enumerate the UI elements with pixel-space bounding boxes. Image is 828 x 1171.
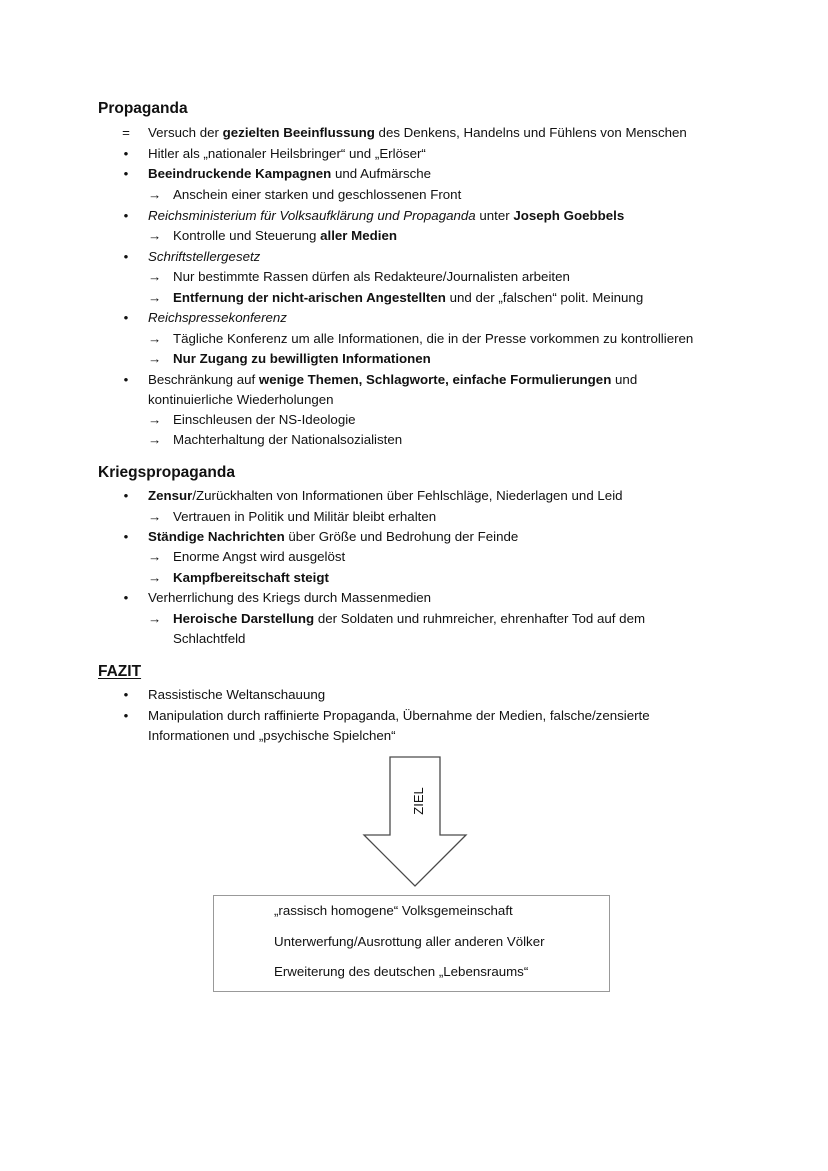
- bullet-weltanschauung: Rassistische Weltanschauung: [148, 687, 326, 702]
- arrow-right-icon: →: [148, 290, 162, 305]
- arrow-right-icon: →: [148, 187, 162, 202]
- bullet-beschraenkung-cont: kontinuierliche Wiederholungen: [148, 392, 334, 407]
- bullet-icon: •: [123, 488, 129, 503]
- propaganda-definition: Versuch der gezielten Beeinflussung des Denkens, Handelns und Fühlens von Menschen: [148, 125, 687, 140]
- sub-kampfbereitschaft: Kampfbereitschaft steigt: [173, 570, 329, 585]
- bullet-manipulation: Manipulation durch raffinierte Propaganda, Übernahme der Medien, falsche/zensierte: [148, 708, 650, 723]
- bullet-reichspressekonferenz: Reichspressekonferenz: [148, 310, 287, 325]
- heading-propaganda: Propaganda: [98, 100, 188, 117]
- goal-lebensraum: Erweiterung des deutschen „Lebensraums“: [274, 964, 529, 979]
- bullet-zensur: Zensur/Zurückhalten von Informationen über Fehlschläge, Niederlagen und Leid: [148, 488, 623, 503]
- bullet-icon: •: [123, 249, 129, 264]
- heading-kriegspropaganda: Kriegspropaganda: [98, 464, 235, 481]
- sub-heroisch: Heroische Darstellung der Soldaten und ruhmreicher, ehrenhafter Tod auf dem: [173, 611, 646, 626]
- equals-mark: =: [122, 125, 130, 140]
- arrow-right-icon: →: [148, 331, 162, 346]
- bullet-nachrichten: Ständige Nachrichten über Größe und Bedrohung der Feinde: [148, 529, 519, 544]
- sub-ideologie: Einschleusen der NS-Ideologie: [173, 412, 356, 427]
- sub-angst: Enorme Angst wird ausgelöst: [173, 549, 346, 564]
- goal-box: [213, 895, 610, 992]
- bullet-beschraenkung: Beschränkung auf wenige Themen, Schlagworte, einfache Formulierungen und: [148, 372, 638, 387]
- goal-volksgemeinschaft: „rassisch homogene“ Volksgemeinschaft: [274, 903, 513, 918]
- bullet-kampagnen: Beeindruckende Kampagnen und Aufmärsche: [148, 166, 432, 181]
- sub-zugang: Nur Zugang zu bewilligten Informationen: [173, 351, 431, 366]
- arrow-right-icon: →: [148, 611, 162, 626]
- sub-konferenz: Tägliche Konferenz um alle Informationen, die in der Presse vorkommen zu kontrollieren: [173, 331, 694, 346]
- bullet-icon: •: [123, 372, 129, 387]
- bullet-icon: •: [123, 529, 129, 544]
- heading-fazit: FAZIT: [98, 663, 142, 680]
- bullet-icon: •: [123, 146, 129, 161]
- bullet-icon: •: [123, 590, 129, 605]
- bullet-schriftstellergesetz: Schriftstellergesetz: [148, 249, 261, 264]
- bullet-icon: •: [123, 166, 129, 181]
- sub-entfernung: Entfernung der nicht-arischen Angestellten und der „falschen“ polit. Meinung: [173, 290, 644, 305]
- bullet-manipulation-cont: Informationen und „psychische Spielchen“: [148, 728, 396, 743]
- sub-front: Anschein einer starken und geschlossenen Front: [173, 187, 462, 202]
- arrow-right-icon: →: [148, 351, 162, 366]
- arrow-right-icon: →: [148, 570, 162, 585]
- sub-machterhaltung: Machterhaltung der Nationalsozialisten: [173, 432, 403, 447]
- sub-heroisch-cont: Schlachtfeld: [173, 631, 246, 646]
- bullet-icon: •: [123, 708, 129, 723]
- bullet-icon: •: [123, 208, 129, 223]
- arrow-right-icon: →: [148, 432, 162, 447]
- bullet-reichsministerium: Reichsministerium für Volksaufklärung und Propaganda unter Joseph Goebbels: [148, 208, 625, 223]
- bullet-icon: •: [123, 310, 129, 325]
- down-arrow-icon: [360, 755, 470, 891]
- sub-vertrauen: Vertrauen in Politik und Militär bleibt erhalten: [173, 509, 437, 524]
- arrow-right-icon: →: [148, 509, 162, 524]
- arrow-right-icon: →: [148, 412, 162, 427]
- bullet-hitler: Hitler als „nationaler Heilsbringer“ und „Erlöser“: [148, 146, 426, 161]
- bullet-icon: •: [123, 687, 129, 702]
- ziel-label: ZIEL: [411, 787, 426, 815]
- sub-medien: Kontrolle und Steuerung aller Medien: [173, 228, 397, 243]
- bullet-verherrlichung: Verherrlichung des Kriegs durch Massenmedien: [148, 590, 432, 605]
- goal-unterwerfung: Unterwerfung/Ausrottung aller anderen Völker: [274, 934, 545, 949]
- arrow-right-icon: →: [148, 549, 162, 564]
- arrow-right-icon: →: [148, 228, 162, 243]
- sub-rassen: Nur bestimmte Rassen dürfen als Redakteure/Journalisten arbeiten: [173, 269, 570, 284]
- arrow-right-icon: →: [148, 269, 162, 284]
